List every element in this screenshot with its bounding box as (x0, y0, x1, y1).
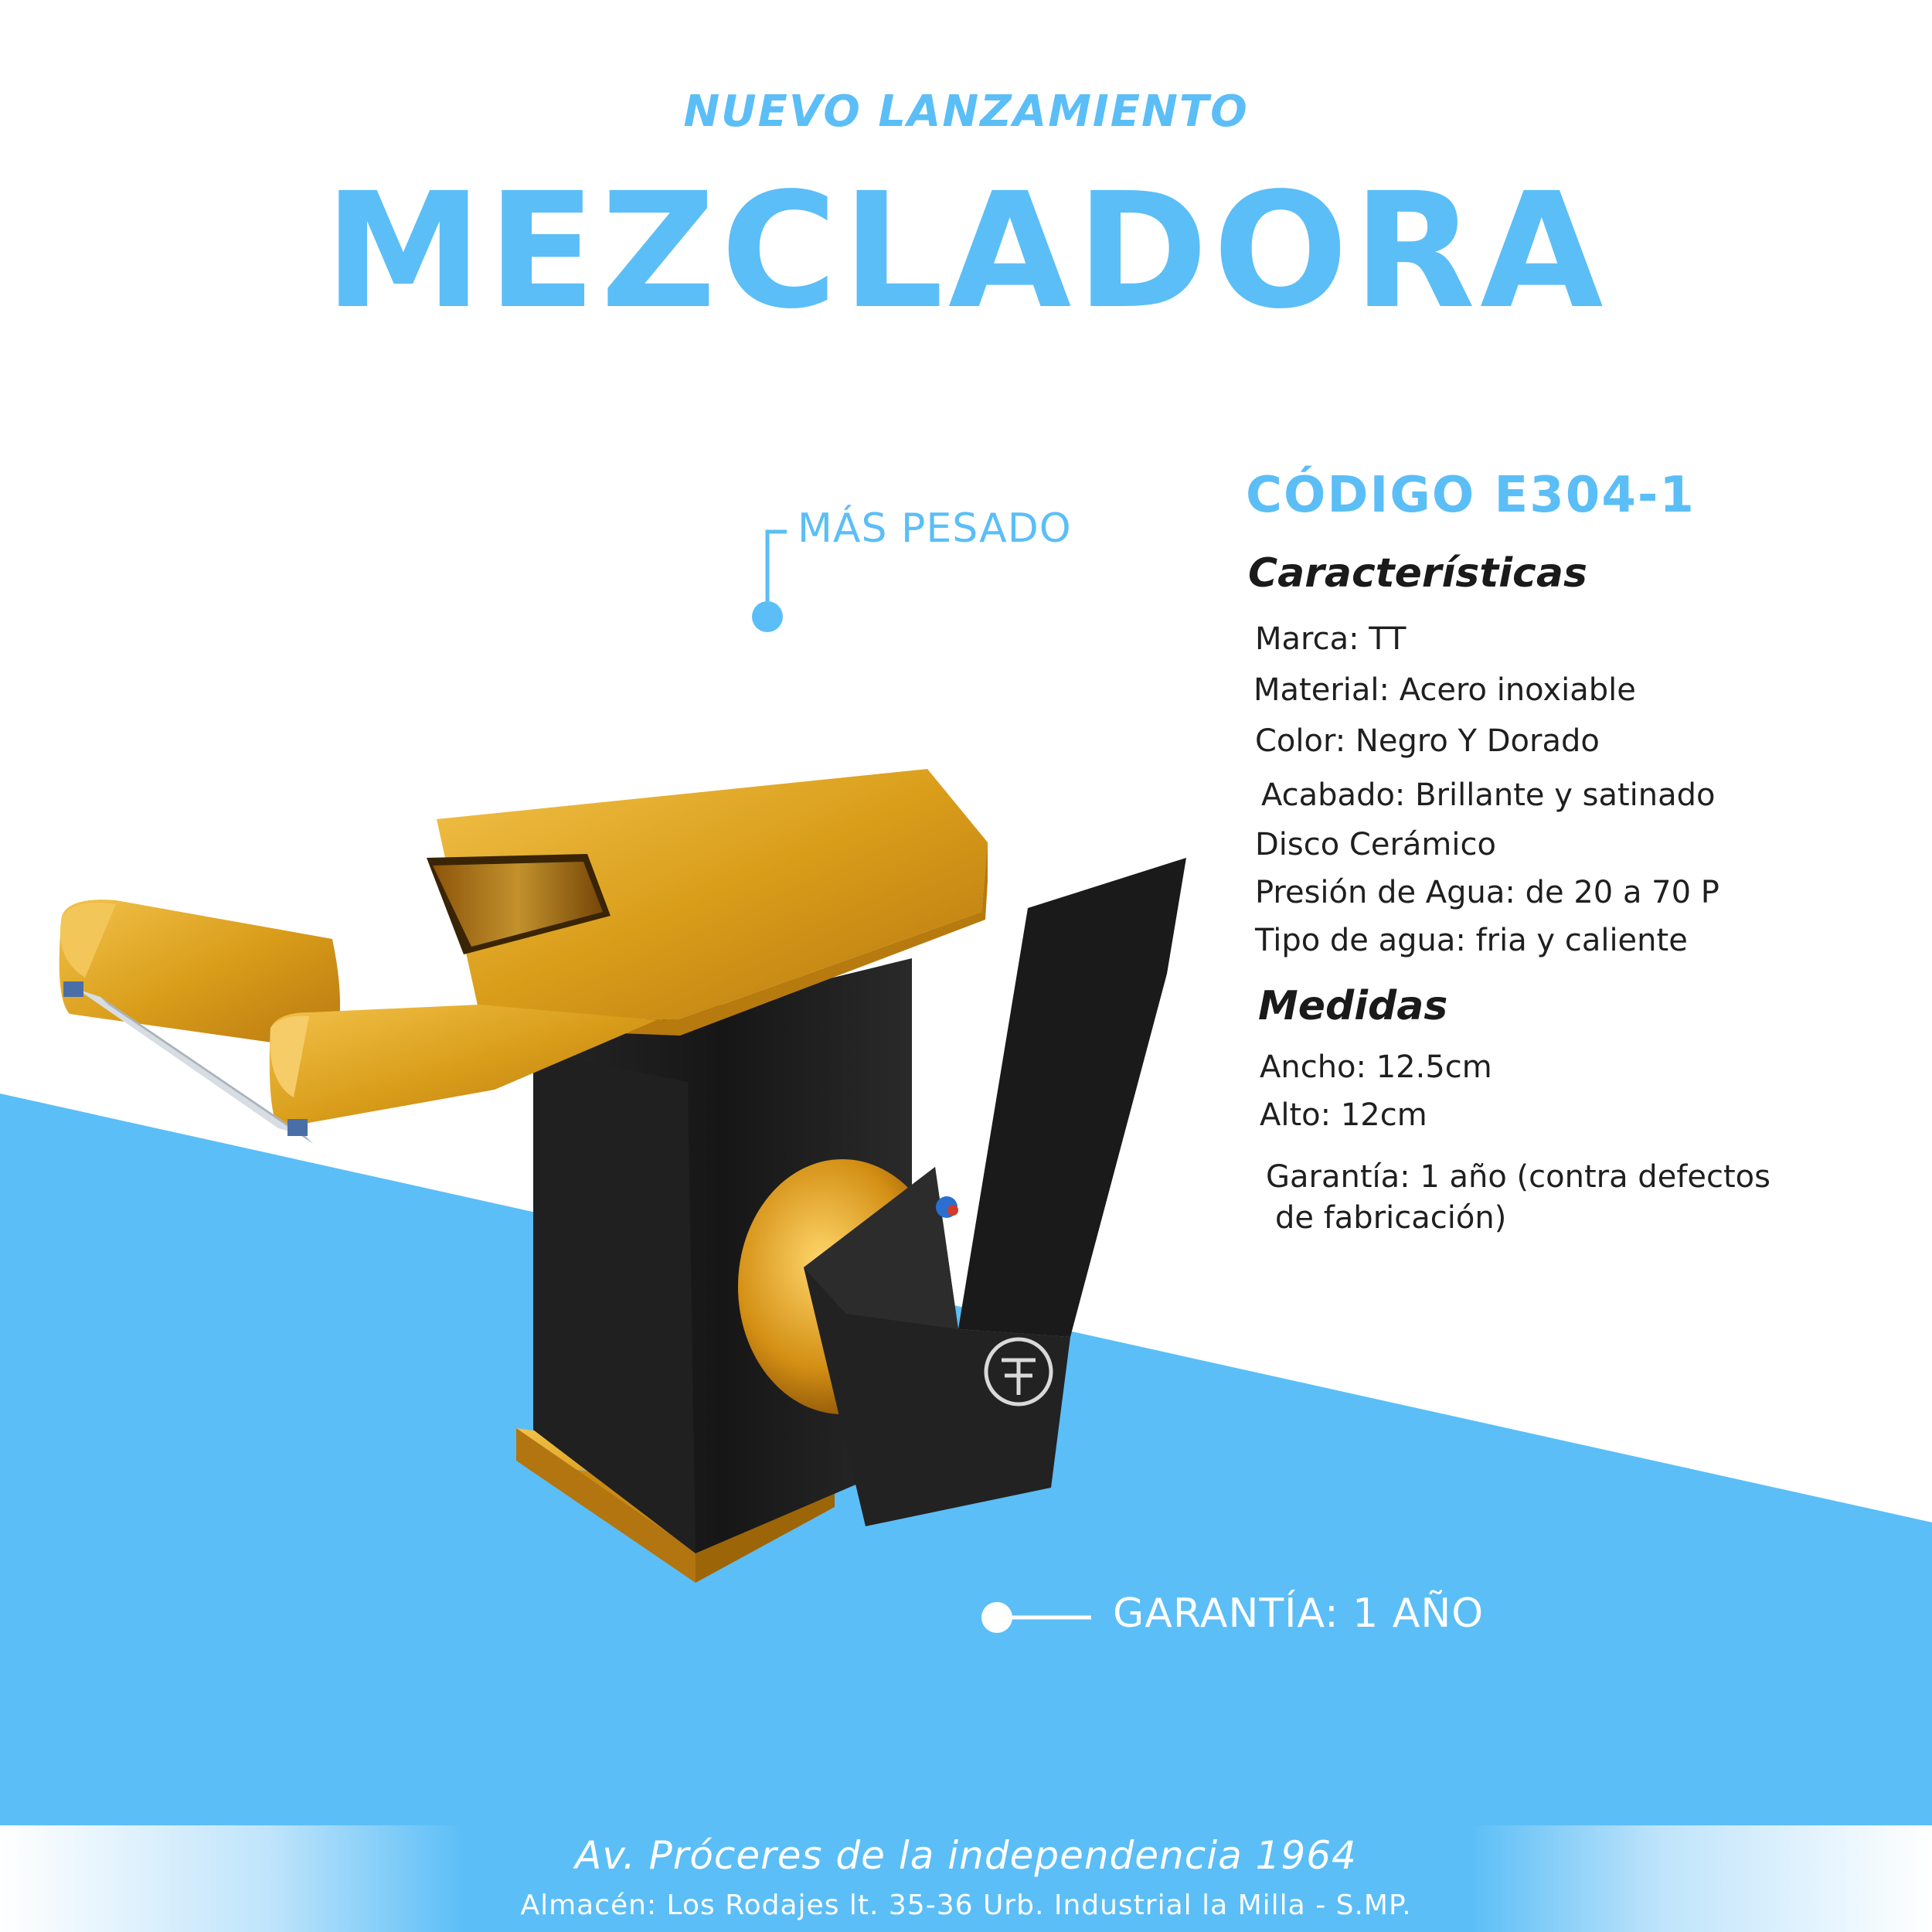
launch-kicker: NUEVO LANZAMIENTO (683, 87, 1249, 137)
measure-width: Ancho: 12.5cm (1260, 1049, 1492, 1085)
spec-disc: Disco Cerámico (1255, 827, 1496, 862)
warranty-callout: GARANTÍA: 1 AÑO (1113, 1590, 1485, 1637)
footer-address: Av. Próceres de la independencia 1964 (575, 1833, 1357, 1878)
footer-warehouse: Almacén: Los Rodajes lt. 35-36 Urb. Industrial la Milla - S.MP. (520, 1889, 1412, 1921)
product-code: CÓDIGO E304-1 (1246, 467, 1696, 524)
spec-material: Material: Acero inoxiable (1253, 672, 1636, 708)
spec-color: Color: Negro Y Dorado (1255, 723, 1600, 759)
warranty-detail-line1: Garantía: 1 año (contra defectos (1266, 1159, 1770, 1195)
warranty-detail-line2: de fabricación) (1275, 1200, 1507, 1236)
measures-heading: Medidas (1258, 983, 1448, 1029)
spec-pressure: Presión de Agua: de 20 a 70 P (1255, 875, 1719, 910)
page-title: MEZCLADORA (324, 158, 1608, 344)
features-heading: Características (1248, 550, 1587, 597)
spec-brand: Marca: TT (1255, 621, 1406, 657)
measure-height: Alto: 12cm (1260, 1097, 1427, 1133)
heavier-callout: MÁS PESADO (798, 505, 1072, 552)
spec-finish: Acabado: Brillante y satinado (1261, 777, 1716, 813)
spec-water-type: Tipo de agua: fria y caliente (1255, 923, 1688, 958)
heavier-callout-connector (752, 532, 787, 632)
